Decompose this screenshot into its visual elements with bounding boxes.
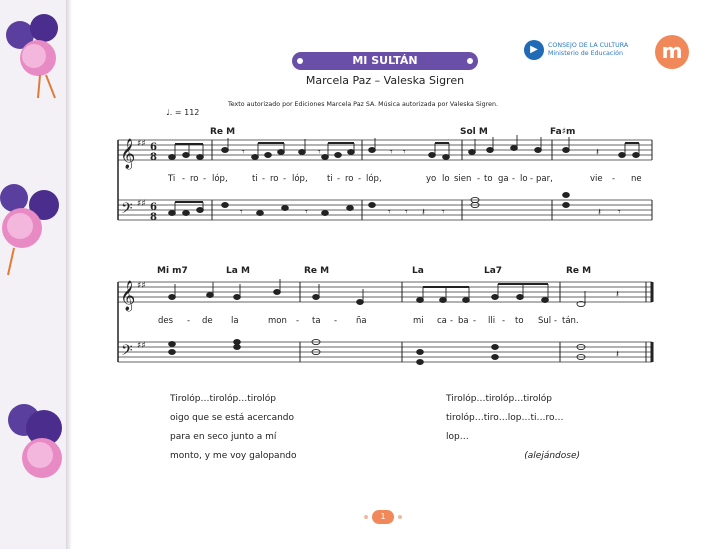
brand-badge-icon: m [655, 35, 689, 69]
chord-symbol: Mi m7 [157, 266, 188, 276]
verse-line: monto, y me voy galopando [170, 451, 297, 461]
lyric-syllable: - [502, 316, 506, 326]
sharp-icon: ♯♯ [137, 199, 146, 209]
notes [169, 135, 640, 365]
lyric-syllable: - [283, 174, 287, 184]
lyric-syllable: ta [312, 316, 321, 326]
lyric-syllable: ña [356, 316, 367, 326]
lyric-syllable: ti [252, 174, 258, 184]
lyric-syllable: de [202, 316, 213, 326]
publisher-subtitle: Ministerio de Educación [548, 50, 623, 57]
lyric-syllable: - [334, 316, 338, 326]
verse-line: para en seco junto a mí [170, 432, 277, 442]
play-icon: ▶ [524, 40, 544, 60]
rest-icon: 𝄾 [318, 147, 321, 158]
lyric-syllable: lóp, [366, 174, 382, 184]
chord-symbol: La7 [484, 266, 503, 276]
rest-icon: 𝄾 [405, 207, 408, 218]
chord-symbol: Sol M [460, 127, 488, 137]
rest-icon: 𝄽 [422, 207, 426, 218]
lyric-syllable: ro [270, 174, 279, 184]
verse-line: oigo que se está acercando [170, 413, 295, 423]
treble-clef-icon: 𝄞 [120, 139, 136, 169]
song-authors: Marcela Paz – Valeska Sigren [305, 74, 465, 87]
page-dot-right [398, 515, 402, 519]
lyric-syllable: - [530, 174, 534, 184]
lyric-syllable: lo [442, 174, 450, 184]
lyric-syllable: lóp, [292, 174, 308, 184]
lyric-syllable: to [484, 174, 493, 184]
lyric-syllable: ba [458, 316, 469, 326]
page-dot-left [364, 515, 368, 519]
treble-clef-icon: 𝄞 [120, 281, 136, 311]
time-signature: 6 [150, 202, 157, 213]
lyric-syllable: - [262, 174, 266, 184]
rest-icon: 𝄽 [598, 207, 602, 218]
lyric-syllable: ti [327, 174, 333, 184]
tempo-marking: ♩. = 112 [166, 108, 200, 117]
copyright-credit: Texto autorizado por Ediciones Marcela Paz SA. Música autorizada por Valeska Sigren. [228, 101, 498, 108]
sharp-icon: ♯♯ [137, 139, 146, 149]
lyric-syllable: yo [426, 174, 437, 184]
bass-clef-icon: 𝄢 [121, 342, 133, 363]
rest-icon: 𝄾 [403, 147, 406, 158]
lyric-syllable: ne [631, 174, 642, 184]
lyric-syllable: - [182, 174, 186, 184]
bass-clef-icon: 𝄢 [121, 200, 133, 221]
lyric-syllable: mon [268, 316, 287, 326]
chord-symbol: Re M [304, 266, 330, 276]
lyric-syllable: - [337, 174, 341, 184]
rest-icon: 𝄾 [388, 207, 391, 218]
rest-icon: 𝄽 [616, 289, 620, 300]
verse-left [170, 390, 297, 466]
publisher-name: CONSEJO DE LA CULTURA [548, 42, 629, 49]
lyric-syllable: des [158, 316, 174, 326]
verse-right [446, 390, 580, 466]
verse-line: tirolóp…tiro…lop…ti…ro…lop… [446, 413, 564, 442]
chord-symbol: La [412, 266, 424, 276]
lyric-syllable: Sul [538, 316, 552, 326]
lyric-syllable: ro [345, 174, 354, 184]
page-number: 1 [372, 510, 394, 524]
rest-icon: 𝄾 [442, 207, 445, 218]
lyric-syllable: vie [590, 174, 603, 184]
verse-performance-note: (alejándose) [524, 451, 580, 461]
sharp-icon: ♯♯ [137, 281, 146, 291]
lyric-syllable: - [612, 174, 616, 184]
time-signature: 8 [150, 152, 157, 163]
lyric-syllable: lli [488, 316, 496, 326]
time-signature: 8 [150, 212, 157, 223]
rest-icon: 𝄽 [616, 349, 620, 360]
lyric-syllable: - [477, 174, 481, 184]
verse-line: Tirolóp…tirolóp…tirolóp [170, 394, 276, 404]
song-title: MI SULTÁN [352, 54, 418, 67]
chord-symbol: Re M [566, 266, 592, 276]
lyric-syllable: ca [437, 316, 447, 326]
lyric-syllable: lóp, [212, 174, 228, 184]
lyric-syllable: ga [498, 174, 509, 184]
lyric-syllable: - [187, 316, 191, 326]
clefs [120, 138, 157, 363]
lyric-syllable: mi [413, 316, 424, 326]
verse-line: Tirolóp…tirolóp…tirolóp [446, 394, 552, 404]
lyric-syllable: tán. [562, 316, 579, 326]
rest-icon: 𝄾 [240, 207, 243, 218]
lyric-syllable: - [358, 174, 362, 184]
chord-symbol: La M [226, 266, 250, 276]
lyric-syllable: to [515, 316, 524, 326]
lyric-syllable: - [296, 316, 300, 326]
time-signature: 6 [150, 142, 157, 153]
lyric-syllable: la [231, 316, 239, 326]
lyric-syllable: - [203, 174, 207, 184]
rest-icon: 𝄾 [242, 147, 245, 158]
lyric-syllable: - [473, 316, 477, 326]
lyric-syllable: Ti [168, 174, 176, 184]
lyric-syllable: - [554, 316, 558, 326]
sharp-icon: ♯♯ [137, 341, 146, 351]
rest-icon: 𝄾 [618, 207, 621, 218]
lyric-syllable: lo [520, 174, 528, 184]
lyric-syllable: sien [454, 174, 472, 184]
chord-symbol: Fa♯m [550, 127, 576, 137]
rest-icon: 𝄾 [305, 207, 308, 218]
lyric-syllable: par, [536, 174, 553, 184]
rest-icon: 𝄽 [596, 147, 600, 158]
rest-icon: 𝄾 [390, 147, 393, 158]
lyric-syllable: ro [190, 174, 199, 184]
lyric-syllable: - [450, 316, 454, 326]
chord-symbol: Re M [210, 127, 236, 137]
lyric-syllable: - [512, 174, 516, 184]
